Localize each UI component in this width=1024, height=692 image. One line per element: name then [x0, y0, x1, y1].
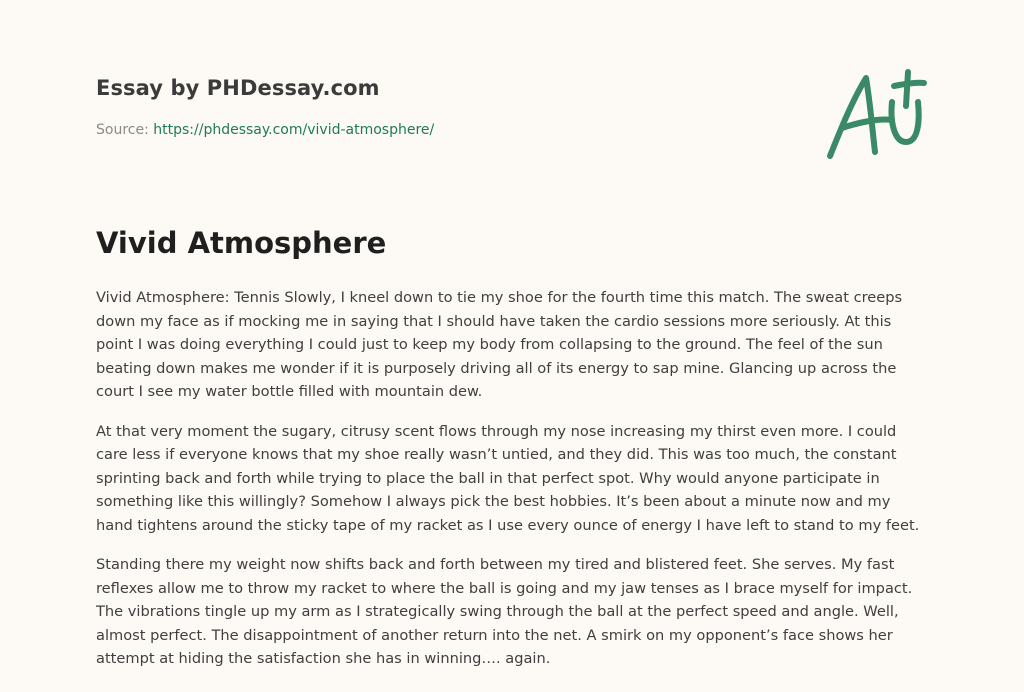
- source-line: [96, 122, 434, 138]
- brand-title: Essay by PHDessay.com: [96, 76, 380, 100]
- source-label: Source:: [96, 122, 154, 138]
- article-title: Vivid Atmosphere: [96, 226, 387, 260]
- a-plus-logo-icon: [820, 66, 930, 166]
- paragraph: Vivid Atmosphere: Tennis Slowly, I kneel down to tie my shoe for the fourth time this match. The sweat creeps down my face as if mocking me in saying that I should have taken the cardio sessions more seriously. At this point I was doing everything I could just to keep my body from collapsing to the ground. The feel of the sun beating down makes me wonder if it is purposely driving all of its energy to sap mine. Glancing up across the court I see my water bottle filled with mountain dew.: [96, 289, 903, 400]
- paragraph: At that very moment the sugary, citrusy scent flows through my nose increasing my thirst even more. I could care less if everyone knows that my shoe really wasn’t untied, and they did. This was too much, the constant sprinting back and forth while trying to place the ball in that perfect spot. Why would anyone participate in something like this willingly? Somehow I always pick the best hobbies. It’s been about a minute now and my hand tightens around the sticky tape of my racket as I use every ounce of energy I have left to stand to my feet.: [96, 422, 920, 534]
- source-link[interactable]: https://phdessay.com/vivid-atmosphere/: [153, 122, 435, 138]
- paragraph: Standing there my weight now shifts back and forth between my tired and blistered feet. She serves. My fast reflexes allow me to throw my racket to where the ball is going and my jaw tenses as I brace myself for impact. The vibrations tingle up my arm as I strategically swing through the ball at the perfect speed and angle. Well, almost perfect. The disappointment of another return into the net. A smirk on my opponent’s face shows her attempt at hiding the satisfaction she has in winning…. again.: [96, 556, 913, 667]
- site-header: [96, 76, 434, 138]
- article-body: [96, 286, 930, 687]
